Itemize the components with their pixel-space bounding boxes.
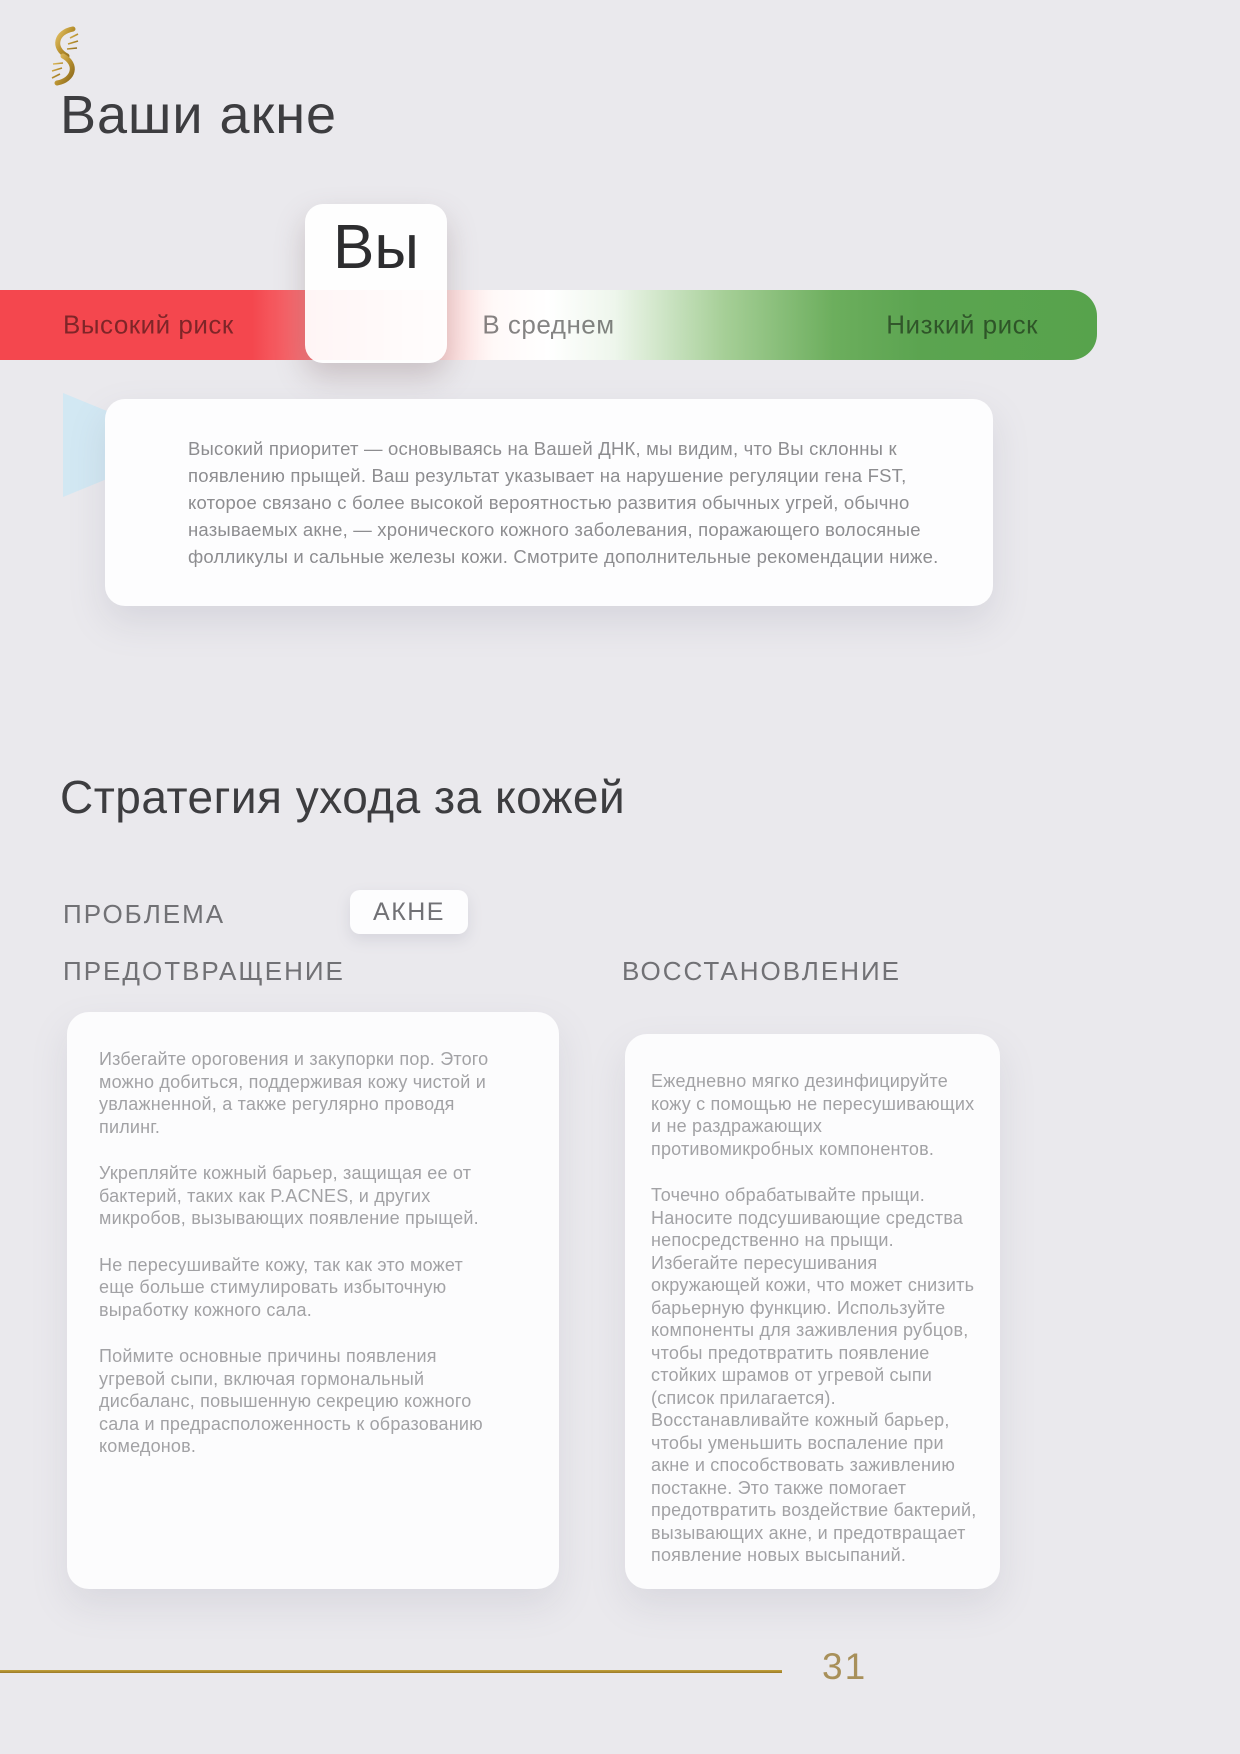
footer-gold-rule — [0, 1670, 782, 1673]
risk-label-low: Низкий риск — [886, 309, 1038, 340]
advice-paragraph: Ежедневно мягко дезинфицируйте кожу с помощью не пересушивающих и не раздражающих противомикробных компонентов. — [651, 1071, 975, 1159]
advice-paragraph: Поймите основные причины появления угревой сыпи, включая гормональный дисбаланс, повышенную секрецию кожного сала и предрасположенность к образованию комедонов. — [99, 1346, 483, 1456]
page-title: Ваши акне — [60, 85, 338, 145]
recovery-header: ВОССТАНОВЛЕНИЕ — [622, 956, 902, 986]
advice-paragraph: Точечно обрабатывайте прыщи. Наносите подсушивающие средства непосредственно на прыщи. Избегайте пересушивания окружающей кожи, что может снизить барьерную функцию. Используйте компоненты для заживления рубцов, чтобы предотвратить появление стойких шрамов от угревой сыпи (список прилагается). Восстанавливайте кожный барьер, чтобы уменьшить воспаление при акне и способствовать заживлению постакне. Это также помогает предотвратить воздействие бактерий, вызывающих акне, и предотвращает появление новых высыпаний. — [651, 1185, 977, 1565]
section-title: Стратегия ухода за кожей — [60, 771, 626, 823]
you-marker-label: Вы — [333, 213, 419, 282]
advice-paragraph: Укрепляйте кожный барьер, защищая ее от бактерий, таких как P.ACNES, и других микробов, вызывающих появление прыщей. — [99, 1163, 479, 1228]
risk-label-medium: В среднем — [482, 309, 615, 340]
page-number: 31 — [822, 1646, 868, 1687]
prevention-card — [67, 1012, 559, 1589]
you-marker — [305, 204, 447, 363]
risk-label-high: Высокий риск — [63, 309, 234, 340]
advice-paragraph: Избегайте ороговения и закупорки пор. Этого можно добиться, поддерживая кожу чистой и увлажненной, а также регулярно проводя пилинг. — [99, 1049, 489, 1137]
problem-label: ПРОБЛЕМА — [63, 899, 226, 929]
priority-callout-text: Высокий приоритет — основываясь на Вашей ДНК, мы видим, что Вы склонны к появлению прыщей. Ваш результат указывает на нарушение регуляции гена FST, которое связано с более высокой вероятностью развития обычных угрей, обычно называемых акне, — хронического кожного заболевания, поражающего волосяные фолликулы и сальные железы кожи. Смотрите дополнительные рекомендации ниже. — [188, 438, 939, 567]
risk-scale-bar — [0, 290, 1097, 360]
prevention-header: ПРЕДОТВРАЩЕНИЕ — [63, 956, 345, 986]
advice-paragraph: Не пересушивайте кожу, так как это может еще больше стимулировать избыточную выработку кожного сала. — [99, 1254, 463, 1320]
problem-value-chip: АКНЕ — [350, 890, 468, 934]
dna-helix-logo-icon — [46, 26, 84, 86]
priority-callout-card — [105, 399, 993, 606]
recovery-card — [625, 1034, 1000, 1589]
